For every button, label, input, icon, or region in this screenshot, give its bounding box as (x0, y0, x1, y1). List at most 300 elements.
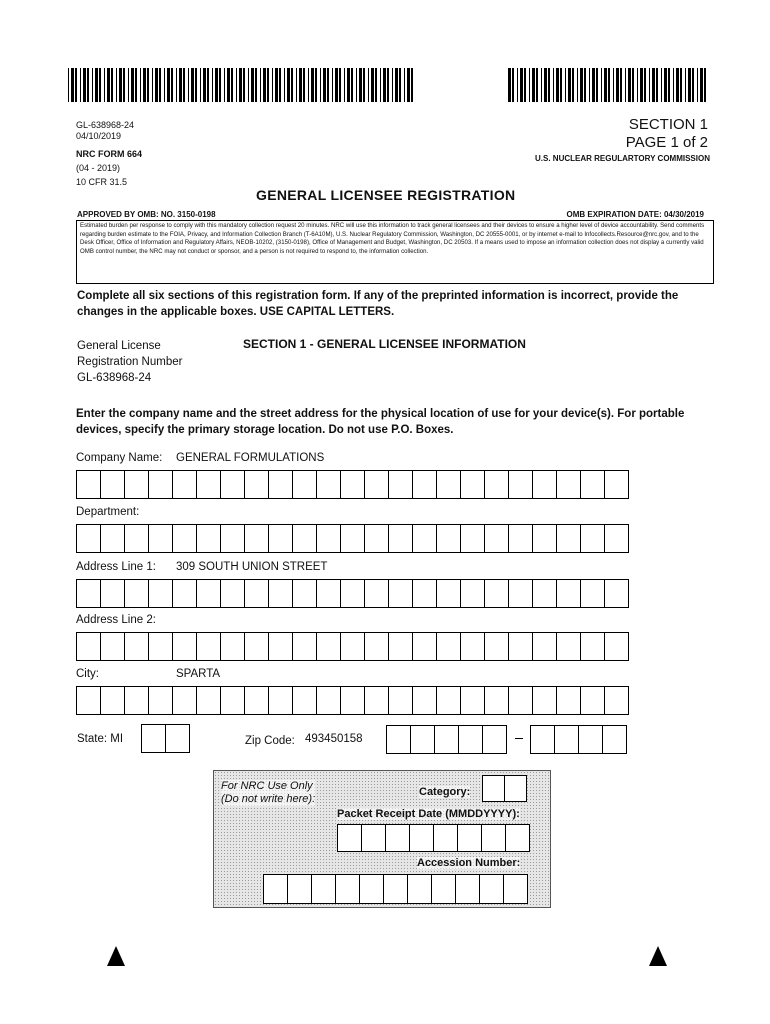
section-number: SECTION 1 (628, 116, 708, 133)
character-box[interactable] (293, 686, 317, 715)
barcode-bar (556, 68, 559, 102)
barcode-bar (291, 68, 293, 102)
character-box (360, 874, 384, 904)
agency-name: U.S. NUCLEAR REGULARTORY COMMISSION (535, 154, 710, 163)
barcode-bar (652, 68, 655, 102)
barcode-bar (315, 68, 317, 102)
barcode-bar (508, 68, 511, 102)
character-box[interactable] (125, 470, 149, 499)
barcode-bar (299, 68, 302, 102)
character-box[interactable] (341, 524, 365, 553)
barcode-bar (311, 68, 314, 102)
barcode-bar (512, 68, 514, 102)
barcode-bar (688, 68, 691, 102)
character-box[interactable] (437, 686, 461, 715)
character-box[interactable] (581, 686, 605, 715)
character-box (410, 824, 434, 852)
barcode-bar (700, 68, 703, 102)
character-box[interactable] (485, 579, 509, 608)
barcode-bar (704, 68, 706, 102)
barcode-bar (159, 68, 161, 102)
barcode-bar (104, 68, 105, 102)
character-box[interactable] (557, 524, 581, 553)
barcode-bar (251, 68, 254, 102)
character-box[interactable] (461, 632, 485, 661)
character-box[interactable] (149, 632, 173, 661)
character-box[interactable] (437, 470, 461, 499)
character-box[interactable] (293, 579, 317, 608)
barcode-bar (584, 68, 586, 102)
barcode-bar (320, 68, 321, 102)
character-box[interactable] (389, 579, 413, 608)
character-box[interactable] (557, 632, 581, 661)
character-box[interactable] (389, 470, 413, 499)
barcode-bar (255, 68, 257, 102)
barcode-bar (224, 68, 225, 102)
form-name: NRC FORM 664 (76, 149, 143, 159)
barcode-bar (200, 68, 201, 102)
barcode-bar (577, 68, 578, 102)
barcode-bar (179, 68, 182, 102)
character-box[interactable] (509, 524, 533, 553)
character-box[interactable] (603, 725, 627, 754)
barcode-bar (351, 68, 353, 102)
omb-approval: APPROVED BY OMB: NO. 3150-0198 (77, 210, 216, 219)
character-box[interactable] (605, 524, 629, 553)
character-box[interactable] (149, 524, 173, 553)
burden-statement: Estimated burden per response to comply with this mandatory collection request 20 minutes. NRC will use this information to track general licensees and their devices to ensure a higher level of device accountability. Send comments regarding burden estimate to the FOIA, Privacy, and Information Collection Branch (T-6A10M), U.S. Nuclear Regulatory Commission, Washington, DC 20555-0001, or by internet e-mail to Infocollects.Resource@nrc.gov, and to the Desk Officer, Office of Information and Regulatory Affairs, NEOB-10202, (3150-0198), Office of Management and Budget, Washington, DC 20503. If a means used to impose an information collection does not display a currently valid OMB control number, the NRC may not conduct or sponsor, and a person is not required to respond to, the information collection. (76, 220, 714, 284)
character-box[interactable] (461, 579, 485, 608)
barcode-bar (628, 68, 631, 102)
character-box[interactable] (365, 686, 389, 715)
address-line2-boxes[interactable] (76, 632, 629, 661)
barcode-bar (411, 68, 413, 102)
barcode-bar (335, 68, 338, 102)
accession-number-label: Accession Number: (417, 857, 521, 869)
character-box[interactable] (579, 725, 603, 754)
barcode-bar (395, 68, 398, 102)
barcode-bar (620, 68, 622, 102)
character-box[interactable] (557, 579, 581, 608)
barcode-bar (119, 68, 122, 102)
zip-label: Zip Code: (245, 735, 295, 747)
license-number: GL-638968-24 (77, 372, 152, 384)
character-box[interactable] (413, 470, 437, 499)
character-box[interactable] (77, 524, 101, 553)
barcode-bar (661, 68, 662, 102)
character-box[interactable] (77, 632, 101, 661)
license-label-line1: General License (77, 340, 161, 352)
character-box (384, 874, 408, 904)
character-box[interactable] (221, 686, 245, 715)
character-box[interactable] (149, 470, 173, 499)
character-box[interactable] (77, 579, 101, 608)
character-box[interactable] (101, 524, 125, 553)
barcode-bar (637, 68, 638, 102)
barcode-bar (212, 68, 213, 102)
barcode-bar (171, 68, 173, 102)
form-title: GENERAL LICENSEE REGISTRATION (256, 187, 516, 203)
category-label: Category: (419, 786, 471, 798)
barcode-bar (572, 68, 574, 102)
character-box[interactable] (435, 725, 459, 754)
character-box[interactable] (387, 725, 411, 754)
barcode-bar (83, 68, 86, 102)
character-box[interactable] (413, 686, 437, 715)
character-box[interactable] (411, 725, 435, 754)
barcode-bar (303, 68, 305, 102)
character-box[interactable] (173, 470, 197, 499)
barcode-bar (524, 68, 526, 102)
character-box[interactable] (101, 686, 125, 715)
character-box[interactable] (461, 470, 485, 499)
character-box[interactable] (581, 632, 605, 661)
barcode-bar (143, 68, 146, 102)
barcode-bar (272, 68, 273, 102)
barcode-bar (239, 68, 242, 102)
character-box (456, 874, 480, 904)
character-box[interactable] (437, 524, 461, 553)
character-box[interactable] (245, 632, 269, 661)
character-box[interactable] (365, 632, 389, 661)
character-box[interactable] (581, 470, 605, 499)
barcode-bar (236, 68, 237, 102)
company-name-boxes[interactable] (76, 470, 629, 499)
barcode-bar (147, 68, 149, 102)
zip-boxes[interactable] (386, 725, 507, 754)
character-box[interactable] (459, 725, 483, 754)
barcode-bar (407, 68, 410, 102)
character-box[interactable] (533, 524, 557, 553)
barcode-bar (616, 68, 619, 102)
character-box[interactable] (605, 470, 629, 499)
barcode-bar (363, 68, 365, 102)
character-box[interactable] (149, 686, 173, 715)
character-box[interactable] (125, 632, 149, 661)
barcode-bar (207, 68, 209, 102)
character-box[interactable] (509, 579, 533, 608)
character-box (434, 824, 458, 852)
barcode-left (68, 68, 413, 102)
character-box[interactable] (197, 632, 221, 661)
barcode-bar (71, 68, 74, 102)
character-box[interactable] (269, 686, 293, 715)
barcode-bar (544, 68, 547, 102)
character-box[interactable] (221, 632, 245, 661)
barcode-bar (203, 68, 206, 102)
character-box (483, 775, 505, 802)
barcode-bar (596, 68, 598, 102)
character-box[interactable] (389, 524, 413, 553)
barcode-bar (215, 68, 218, 102)
department-label: Department: (76, 506, 140, 518)
character-box[interactable] (317, 579, 341, 608)
address-line1-label: Address Line 1: (76, 561, 156, 573)
character-box[interactable] (269, 524, 293, 553)
city-value: SPARTA (176, 668, 221, 680)
character-box[interactable] (101, 579, 125, 608)
zip-value: 493450158 (305, 733, 363, 745)
barcode-bar (191, 68, 194, 102)
nrc-use-only-line2: (Do not write here): (221, 793, 316, 805)
character-box[interactable] (245, 470, 269, 499)
character-box[interactable] (555, 725, 579, 754)
barcode-bar (371, 68, 374, 102)
form-revision: (04 - 2019) (76, 163, 121, 173)
character-box[interactable] (483, 725, 507, 754)
character-box[interactable] (341, 579, 365, 608)
barcode-bar (344, 68, 345, 102)
character-box[interactable] (509, 686, 533, 715)
character-box[interactable] (101, 470, 125, 499)
character-box (408, 874, 432, 904)
barcode-bar (263, 68, 266, 102)
character-box[interactable] (317, 470, 341, 499)
character-box (505, 775, 527, 802)
barcode-bar (541, 68, 542, 102)
character-box[interactable] (557, 686, 581, 715)
character-box[interactable] (437, 579, 461, 608)
barcode-bar (529, 68, 530, 102)
character-box (386, 824, 410, 852)
character-box[interactable] (149, 579, 173, 608)
character-box[interactable] (173, 686, 197, 715)
character-box[interactable] (317, 632, 341, 661)
header-meta (76, 118, 142, 189)
character-box[interactable] (197, 524, 221, 553)
character-box[interactable] (437, 632, 461, 661)
character-box[interactable] (293, 470, 317, 499)
barcode-bar (589, 68, 590, 102)
zip-extension-boxes[interactable] (530, 725, 627, 754)
barcode-bar (565, 68, 566, 102)
barcode-bar (284, 68, 285, 102)
barcode-bar (135, 68, 137, 102)
barcode-bar (183, 68, 185, 102)
barcode-bar (592, 68, 595, 102)
barcode-bar (640, 68, 643, 102)
city-boxes[interactable] (76, 686, 629, 715)
character-box[interactable] (509, 470, 533, 499)
character-box[interactable] (317, 686, 341, 715)
barcode-bar (625, 68, 626, 102)
character-box (482, 824, 506, 852)
character-box[interactable] (341, 470, 365, 499)
character-box[interactable] (413, 632, 437, 661)
character-box[interactable] (485, 686, 509, 715)
character-box[interactable] (605, 632, 629, 661)
barcode-bar (368, 68, 369, 102)
address-line1-boxes[interactable] (76, 579, 629, 608)
barcode-right (508, 68, 706, 102)
license-label (77, 338, 182, 386)
character-box[interactable] (245, 686, 269, 715)
zip-separator (515, 738, 523, 739)
registration-mark-right (649, 946, 667, 966)
barcode-bar (649, 68, 650, 102)
character-box[interactable] (557, 470, 581, 499)
barcode-bar (601, 68, 602, 102)
character-box[interactable] (101, 632, 125, 661)
character-box[interactable] (125, 524, 149, 553)
barcode-bar (399, 68, 401, 102)
barcode-bar (375, 68, 377, 102)
character-box[interactable] (485, 632, 509, 661)
character-box[interactable] (485, 470, 509, 499)
character-box[interactable] (197, 470, 221, 499)
character-box[interactable] (413, 524, 437, 553)
barcode-bar (267, 68, 269, 102)
barcode-bar (383, 68, 386, 102)
character-box[interactable] (125, 686, 149, 715)
character-box[interactable] (173, 579, 197, 608)
character-box[interactable] (197, 579, 221, 608)
character-box[interactable] (389, 632, 413, 661)
address-line2-label: Address Line 2: (76, 614, 156, 626)
character-box[interactable] (269, 632, 293, 661)
character-box[interactable] (173, 524, 197, 553)
barcode-bar (392, 68, 393, 102)
character-box[interactable] (389, 686, 413, 715)
character-box[interactable] (269, 470, 293, 499)
barcode-bar (195, 68, 197, 102)
barcode-bar (111, 68, 113, 102)
character-box (264, 874, 288, 904)
barcode-bar (128, 68, 129, 102)
barcode-bar (380, 68, 381, 102)
character-box (288, 874, 312, 904)
packet-date-label: Packet Receipt Date (MMDDYYYY): (337, 808, 520, 820)
character-box[interactable] (77, 686, 101, 715)
barcode-bar (176, 68, 177, 102)
barcode-bar (107, 68, 110, 102)
character-box[interactable] (461, 686, 485, 715)
character-box[interactable] (509, 632, 533, 661)
form-date: 04/10/2019 (76, 131, 122, 141)
character-box[interactable] (166, 724, 190, 753)
character-box (480, 874, 504, 904)
character-box[interactable] (581, 579, 605, 608)
barcode-bar (673, 68, 674, 102)
character-box[interactable] (365, 524, 389, 553)
character-box[interactable] (125, 579, 149, 608)
company-name-label: Company Name: (76, 452, 163, 464)
barcode-bar (327, 68, 329, 102)
barcode-bar (164, 68, 165, 102)
character-box[interactable] (317, 524, 341, 553)
department-boxes[interactable] (76, 524, 629, 553)
section-heading: SECTION 1 - GENERAL LICENSEE INFORMATION (243, 337, 526, 351)
barcode-bar (243, 68, 245, 102)
barcode-bar (167, 68, 170, 102)
character-box[interactable] (173, 632, 197, 661)
barcode-bar (676, 68, 679, 102)
character-box[interactable] (341, 632, 365, 661)
city-label: City: (76, 668, 99, 680)
barcode-bar (404, 68, 405, 102)
accession-number-boxes (263, 874, 528, 904)
character-box[interactable] (533, 470, 557, 499)
character-box[interactable] (605, 579, 629, 608)
barcode-bar (248, 68, 249, 102)
barcode-bar (80, 68, 81, 102)
complete-instructions: Complete all six sections of this registration form. If any of the preprinted information is incorrect, provide the changes in the applicable boxes. USE CAPITAL LETTERS. (77, 290, 679, 318)
barcode-bar (332, 68, 333, 102)
character-box[interactable] (245, 524, 269, 553)
character-box[interactable] (245, 579, 269, 608)
character-box (458, 824, 482, 852)
character-box[interactable] (533, 632, 557, 661)
barcode-bar (553, 68, 554, 102)
character-box[interactable] (221, 524, 245, 553)
barcode-bar (359, 68, 362, 102)
barcode-bar (387, 68, 389, 102)
barcode-bar (279, 68, 281, 102)
barcode-bar (692, 68, 694, 102)
nrc-use-only-line1: For NRC Use Only (221, 780, 313, 792)
character-box (362, 824, 386, 852)
state-boxes[interactable] (141, 724, 190, 753)
barcode-bar (532, 68, 535, 102)
barcode-bar (548, 68, 550, 102)
state-label: State: MI (77, 733, 124, 745)
barcode-bar (123, 68, 125, 102)
barcode-bar (697, 68, 698, 102)
character-box (504, 874, 528, 904)
barcode-bar (99, 68, 101, 102)
character-box[interactable] (269, 579, 293, 608)
character-box[interactable] (365, 470, 389, 499)
character-box (336, 874, 360, 904)
barcode-bar (568, 68, 571, 102)
character-box[interactable] (221, 470, 245, 499)
address-line1-value: 309 SOUTH UNION STREET (176, 561, 328, 573)
character-box[interactable] (581, 524, 605, 553)
company-name-value: GENERAL FORMULATIONS (176, 452, 325, 464)
character-box[interactable] (77, 470, 101, 499)
character-box[interactable] (293, 524, 317, 553)
character-box[interactable] (485, 524, 509, 553)
barcode-bar (644, 68, 646, 102)
barcode-bar (517, 68, 518, 102)
character-box[interactable] (341, 686, 365, 715)
barcode-bar (275, 68, 278, 102)
barcode-bar (260, 68, 261, 102)
character-box[interactable] (533, 579, 557, 608)
barcode-bar (347, 68, 350, 102)
character-box[interactable] (221, 579, 245, 608)
character-box[interactable] (197, 686, 221, 715)
character-box[interactable] (142, 724, 166, 753)
character-box (312, 874, 336, 904)
barcode-bar (580, 68, 583, 102)
company-instructions: Enter the company name and the street address for the physical location of use for your device(s). For portable devices, specify the primary storage location. Do not use P.O. Boxes. (76, 408, 685, 436)
barcode-bar (668, 68, 670, 102)
barcode-bar (520, 68, 523, 102)
character-box[interactable] (413, 579, 437, 608)
character-box[interactable] (605, 686, 629, 715)
character-box[interactable] (531, 725, 555, 754)
character-box[interactable] (293, 632, 317, 661)
character-box[interactable] (461, 524, 485, 553)
barcode-bar (95, 68, 98, 102)
barcode-bar (536, 68, 538, 102)
nrc-use-only-label (221, 780, 315, 806)
barcode-bar (219, 68, 221, 102)
character-box[interactable] (365, 579, 389, 608)
packet-date-boxes (337, 824, 530, 852)
character-box[interactable] (533, 686, 557, 715)
